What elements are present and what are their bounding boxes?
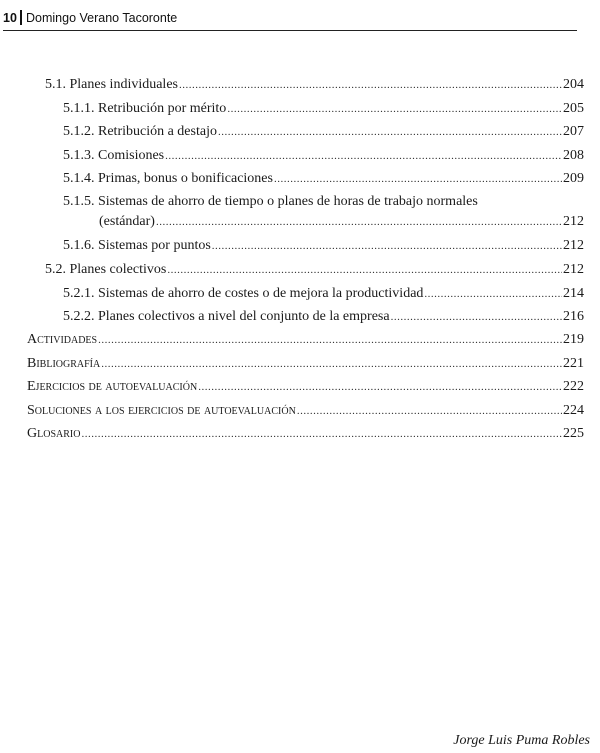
toc-entry-soluciones bbox=[27, 402, 584, 420]
toc-entry-label: Bibliografía bbox=[27, 356, 101, 371]
leader-dots bbox=[391, 309, 562, 326]
leader-dots bbox=[156, 214, 562, 231]
leader-dots bbox=[297, 403, 562, 420]
toc-entry-page: 212 bbox=[563, 262, 584, 277]
toc-entry-label: Glosario bbox=[27, 426, 81, 441]
toc-entry-label: 5.1.3. Comisiones bbox=[63, 148, 165, 163]
leader-dots bbox=[212, 238, 562, 255]
toc-entry-label: (estándar) bbox=[99, 214, 155, 229]
toc-entry-page: 205 bbox=[563, 101, 584, 116]
leader-dots bbox=[179, 77, 562, 94]
toc-entry-5-1-2 bbox=[63, 123, 584, 141]
toc-entry-5-2-1 bbox=[63, 285, 584, 303]
toc-entry-page: 212 bbox=[563, 214, 584, 229]
toc-entry-label: Soluciones a los ejercicios de autoevaluación bbox=[27, 403, 296, 418]
toc-entry-label: Actividades bbox=[27, 332, 98, 347]
running-header bbox=[3, 8, 577, 31]
leader-dots bbox=[98, 332, 562, 349]
toc-entry-page: 209 bbox=[563, 171, 584, 186]
leader-dots bbox=[424, 286, 562, 303]
toc-entry-page: 221 bbox=[563, 356, 584, 371]
toc-entry-5-1-4 bbox=[63, 170, 584, 188]
toc-entry-5-1-5-line1: 5.1.5. Sistemas de ahorro de tiempo o planes de horas de trabajo normales bbox=[63, 194, 478, 209]
toc-entry-page: 216 bbox=[563, 309, 584, 324]
header-author: Domingo Verano Tacoronte bbox=[26, 11, 178, 25]
toc-entry-label: 5.1.4. Primas, bonus o bonificaciones bbox=[63, 171, 273, 186]
toc-entry-page: 208 bbox=[563, 148, 584, 163]
toc-entry-bibliografia bbox=[27, 355, 584, 373]
leader-dots bbox=[167, 262, 562, 279]
toc-entry-label: 5.1. Planes individuales bbox=[45, 77, 178, 92]
toc-entry-5-1-1 bbox=[63, 100, 584, 118]
leader-dots bbox=[227, 101, 562, 118]
leader-dots bbox=[218, 124, 562, 141]
toc-entry-page: 224 bbox=[563, 403, 584, 418]
toc-entry-page: 214 bbox=[563, 286, 584, 301]
header-page-number: 10 bbox=[3, 11, 17, 25]
toc-entry-page: 207 bbox=[563, 124, 584, 139]
toc-entry-glosario bbox=[27, 425, 584, 443]
toc-entry-label: 5.1.1. Retribución por mérito bbox=[63, 101, 227, 116]
toc-entry-page: 219 bbox=[563, 332, 584, 347]
toc-entry-5-1-5 bbox=[99, 213, 584, 231]
toc-entry-5-2-2 bbox=[63, 308, 584, 326]
toc-entry-page: 225 bbox=[563, 426, 584, 441]
toc-entry-label: Ejercicios de autoevaluación bbox=[27, 379, 198, 394]
toc-entry-label: 5.1.6. Sistemas por puntos bbox=[63, 238, 211, 253]
toc-entry-label: 5.2. Planes colectivos bbox=[45, 262, 167, 277]
toc-entry-5-1-6 bbox=[63, 237, 584, 255]
toc-entry-5-1 bbox=[45, 76, 584, 94]
header-separator bbox=[20, 10, 22, 25]
toc-entry-page: 204 bbox=[563, 77, 584, 92]
leader-dots bbox=[101, 356, 562, 373]
toc-entry-5-2 bbox=[45, 261, 584, 279]
toc-entry-label: 5.2.1. Sistemas de ahorro de costes o de mejora la productividad bbox=[63, 286, 424, 301]
toc-entry-label: 5.1.2. Retribución a destajo bbox=[63, 124, 217, 139]
footer-signature: Jorge Luis Puma Robles bbox=[453, 733, 590, 748]
toc-entry-5-1-3 bbox=[63, 147, 584, 165]
leader-dots bbox=[198, 379, 562, 396]
toc-entry-page: 212 bbox=[563, 238, 584, 253]
leader-dots bbox=[165, 148, 562, 165]
toc-entry-ejercicios bbox=[27, 378, 584, 396]
toc-entry-page: 222 bbox=[563, 379, 584, 394]
leader-dots bbox=[81, 426, 562, 443]
toc-entry-actividades bbox=[27, 331, 584, 349]
toc-entry-label: 5.2.2. Planes colectivos a nivel del conjunto de la empresa bbox=[63, 309, 390, 324]
leader-dots bbox=[274, 171, 562, 188]
